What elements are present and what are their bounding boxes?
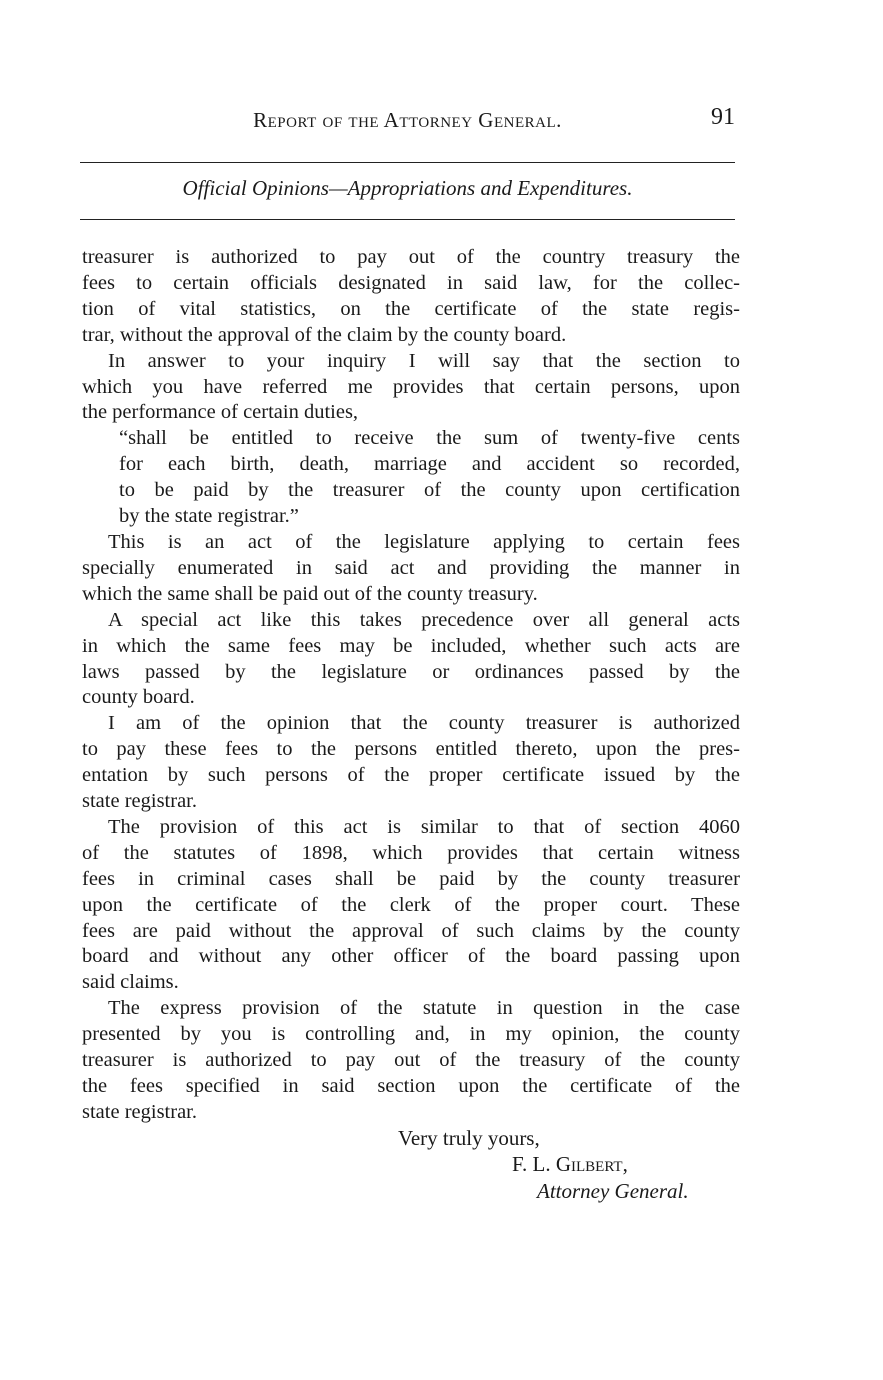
- signoff: Very truly yours,: [398, 1126, 540, 1150]
- running-title: Report of the Attorney General.: [253, 108, 562, 132]
- text-line: fees in criminal cases shall be paid by the county treasurer: [82, 867, 740, 890]
- header-rule-top: [80, 162, 735, 163]
- text-line: state registrar.: [82, 1100, 197, 1123]
- text-line: the performance of certain duties,: [82, 401, 359, 424]
- text-line: said claims.: [82, 971, 179, 994]
- text-line: The express provision of the statute in question in the case: [108, 997, 740, 1020]
- signer-name: [512, 1152, 628, 1177]
- text-line: trar, without the approval of the claim by the county board.: [82, 323, 567, 346]
- text-line: fees are paid without the approval of such claims by the county: [82, 919, 740, 942]
- text-line: tion of vital statistics, on the certificate of the state regis-: [82, 297, 740, 320]
- signer-surname: Gilbert,: [555, 1152, 628, 1176]
- text-line: in which the same fees may be included, whether such acts are: [82, 634, 740, 657]
- text-line: presented by you is controlling and, in my opinion, the county: [82, 1023, 740, 1046]
- text-line: laws passed by the legislature or ordinances passed by the: [82, 660, 740, 683]
- signer-initials: F. L.: [512, 1152, 551, 1176]
- text-line: board and without any other officer of the board passing upon: [82, 945, 740, 968]
- running-head: [80, 104, 735, 138]
- paragraph-block-2: [82, 530, 740, 1126]
- text-line: This is an act of the legislature applying to certain fees: [108, 530, 740, 553]
- text-line: treasurer is authorized to pay out of the country treasury the: [82, 246, 740, 268]
- text-line: The provision of this act is similar to that of section 4060: [108, 815, 740, 838]
- text-line: In answer to your inquiry I will say that the section to: [108, 349, 740, 372]
- text-line: A special act like this takes precedence over all general acts: [108, 608, 740, 631]
- text-line: county board.: [82, 686, 195, 709]
- header-rule-bottom: [80, 219, 735, 220]
- text-line: for each birth, death, marriage and accident so recorded,: [119, 453, 740, 476]
- text-line: of the statutes of 1898, which provides that certain witness: [82, 841, 740, 864]
- text-line: by the state registrar.”: [119, 505, 299, 528]
- text-line: “shall be entitled to receive the sum of twenty-five cents: [119, 427, 740, 450]
- text-line: to be paid by the treasurer of the county upon certification: [119, 479, 740, 502]
- text-line: the fees specified in said section upon the certificate of the: [82, 1075, 740, 1097]
- text-line: specially enumerated in said act and providing the manner in: [82, 556, 740, 579]
- text-line: state registrar.: [82, 790, 197, 813]
- text-line: upon the certificate of the clerk of the proper court. These: [82, 893, 740, 916]
- text-line: to pay these fees to the persons entitled thereto, upon the pres-: [82, 738, 740, 761]
- text-line: entation by such persons of the proper certificate issued by the: [82, 764, 740, 787]
- text-line: treasurer is authorized to pay out of the treasury of the county: [82, 1049, 740, 1072]
- text-line: fees to certain officials designated in said law, for the collec-: [82, 271, 740, 294]
- text-line: which you have referred me provides that certain persons, upon: [82, 375, 740, 398]
- body-text: [82, 245, 740, 1126]
- paragraph-block-1: [82, 245, 740, 426]
- section-title: Official Opinions—Appropriations and Expenditures.: [182, 176, 633, 200]
- text-line: which the same shall be paid out of the county treasury.: [82, 582, 538, 605]
- page-number: 91: [711, 104, 735, 130]
- signer-title: Attorney General.: [537, 1179, 689, 1203]
- text-line: I am of the opinion that the county treasurer is authorized: [108, 712, 740, 735]
- block-quote: [82, 426, 740, 530]
